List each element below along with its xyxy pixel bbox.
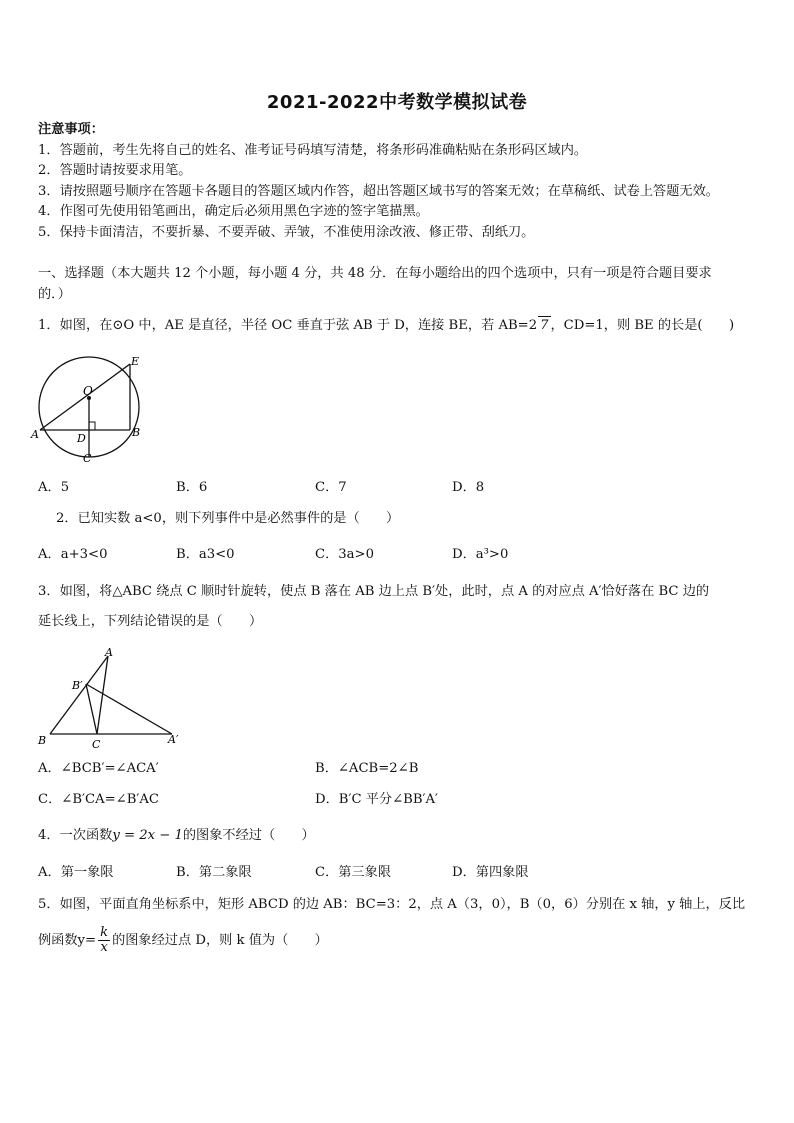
question-5-text-cont <box>38 925 328 957</box>
fraction-denominator: x <box>100 940 108 955</box>
q4-option-c[interactable]: C．第三象限 <box>315 865 392 880</box>
question-5-text: 5．如图，平面直角坐标系中，矩形 ABCD 的边 AB：BC=3：2，点 A（3，0），B（0，6）分别在 x 轴，y 轴上，反比 <box>38 897 746 912</box>
fraction-k-over-x <box>98 926 110 955</box>
q3-triangle-figure <box>34 644 194 754</box>
question-4-text-b: 的图象不经过（ ） <box>182 828 315 843</box>
question-5-text-a: 例函数y= <box>38 933 97 948</box>
notice-item: 3．请按照题号顺序在答题卡各题目的答题区域内作答，超出答题区域书写的答案无效；在草稿纸、试卷上答题无效。 <box>38 184 719 199</box>
label-b-prime: B′ <box>72 679 83 692</box>
question-1-text-a: 1．如图，在⊙O 中，AE 是直径，半径 OC 垂直于弦 AB 于 D，连接 BE，若 AB=2 <box>38 318 538 333</box>
q2-option-c[interactable]: C．3a>0 <box>315 547 374 562</box>
label-o: O <box>83 384 93 398</box>
q3-option-a[interactable]: A．∠BCB′=∠ACA′ <box>38 761 159 776</box>
notice-item: 4．作图可先使用铅笔画出，确定后必须用黑色字迹的签字笔描黑。 <box>38 204 429 219</box>
notice-item: 1．答题前，考生先将自己的姓名、准考证号码填写清楚，将条形码准确粘贴在条形码区域内。 <box>38 143 588 158</box>
q4-option-d[interactable]: D．第四象限 <box>452 865 529 880</box>
section-heading: 一、选择题（本大题共 12 个小题，每小题 4 分，共 48 分．在每小题给出的四个选项中，只有一项是符合题目要求 <box>38 266 712 281</box>
question-1-text <box>38 316 734 335</box>
label-a: A <box>31 428 39 441</box>
label-b: B <box>132 426 141 439</box>
q2-option-b[interactable]: B．a3<0 <box>176 547 235 562</box>
q3-option-b[interactable]: B．∠ACB=2∠B <box>315 761 419 776</box>
page-title: 2021-2022中考数学模拟试卷 <box>266 92 528 113</box>
q3-option-c[interactable]: C．∠B′CA=∠B′AC <box>38 792 160 807</box>
notice-item: 2．答题时请按要求用笔。 <box>38 163 192 178</box>
q1-option-a[interactable]: A．5 <box>38 480 70 495</box>
label-c: C <box>83 452 92 465</box>
notice-heading: 注意事项： <box>38 122 104 137</box>
q2-option-a[interactable]: A．a+3<0 <box>38 547 108 562</box>
question-1-text-b: ，CD=1，则 BE 的长是( ) <box>550 318 735 333</box>
label-c: C <box>92 738 101 751</box>
fraction-numerator: k <box>100 925 109 940</box>
question-5-text-b: 的图象经过点 D，则 k 值为（ ） <box>112 933 328 948</box>
label-d: D <box>77 432 86 445</box>
q4-option-b[interactable]: B．第二象限 <box>176 865 252 880</box>
label-e: E <box>131 355 140 368</box>
question-3-text-cont: 延长线上，下列结论错误的是（ ） <box>38 614 263 629</box>
q1-circle-figure <box>30 352 150 470</box>
q2-option-d[interactable]: D．a³>0 <box>452 547 509 562</box>
label-a: A <box>105 646 113 659</box>
label-a-prime: A′ <box>168 733 179 746</box>
section-heading-cont: 的．） <box>38 287 71 302</box>
question-4-text <box>38 827 315 845</box>
notice-item: 5．保持卡面清洁，不要折暴、不要弄破、弄皱，不准使用涂改液、修正带、刮纸刀。 <box>38 225 535 240</box>
q1-option-c[interactable]: C．7 <box>315 480 347 495</box>
q3-option-d[interactable]: D．B′C 平分∠BB′A′ <box>315 792 439 807</box>
function-formula: y = 2x − 1 <box>112 828 183 843</box>
q4-option-a[interactable]: A．第一象限 <box>38 865 114 880</box>
q1-option-d[interactable]: D．8 <box>452 480 485 495</box>
question-3-text: 3．如图，将△ABC 绕点 C 顺时针旋转，使点 B 落在 AB 边上点 B′处，此时，点 A 的对应点 A′恰好落在 BC 边的 <box>38 584 710 599</box>
question-2-text: 2．已知实数 a<0，则下列事件中是必然事件的是（ ） <box>56 511 400 526</box>
q1-option-b[interactable]: B．6 <box>176 480 208 495</box>
label-b: B <box>38 734 47 747</box>
sqrt-7: 7 <box>540 318 549 333</box>
question-4-text-a: 4．一次函数 <box>38 828 113 843</box>
